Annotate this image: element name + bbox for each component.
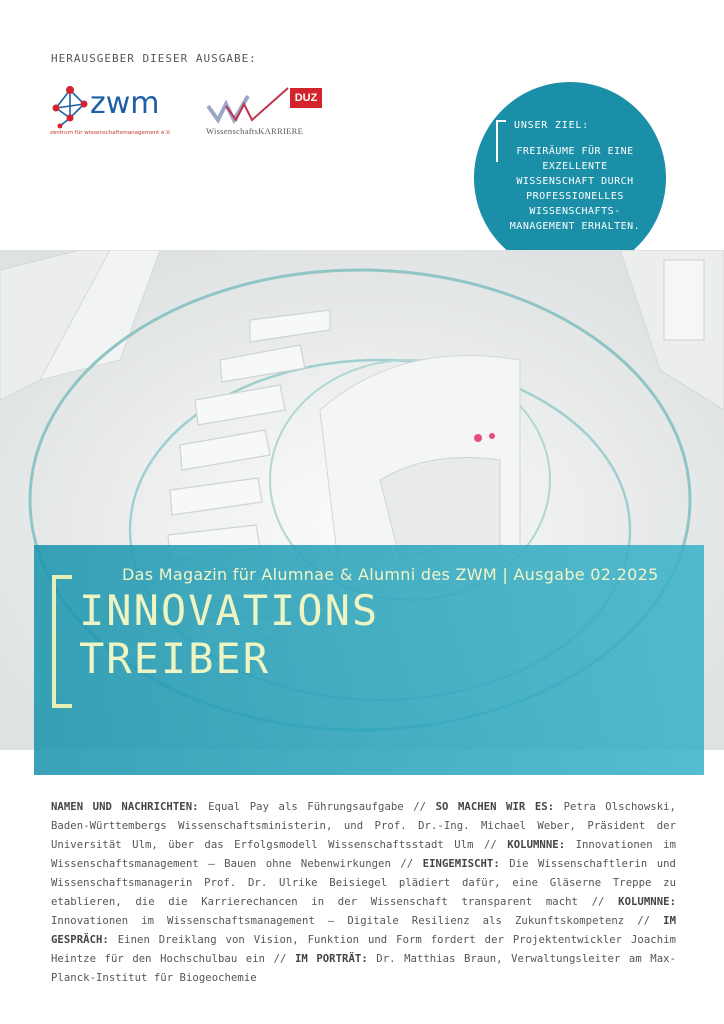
contents-section-text: Innovationen im Wissenschaftsmanagement – Digitale Resilienz als Zukunftskompetenz // — [51, 915, 664, 927]
contents-section-text: Equal Pay als Führungsaufgabe // — [198, 801, 436, 813]
contents-section-label: IM PORTRÄT: — [294, 953, 368, 965]
contents-section-label: KOLUMNNE: — [507, 839, 566, 851]
duz-wordmark: WissenschaftsKARRIERE — [206, 126, 304, 136]
contents-section-label: IM GESPRÄCH: — [51, 915, 676, 946]
title-line-2: TREIBER — [79, 634, 271, 683]
network-icon — [50, 84, 90, 130]
masthead-bracket — [52, 575, 72, 708]
contents-section-label: KOLUMNNE: — [618, 896, 676, 908]
goal-text: FREIRÄUME FÜR EINE EXZELLENTE WISSENSCHAFT DURCH PROFESSIONELLES WISSENSCHAFTS-MANAGEMENT ERHALTEN. — [509, 146, 641, 232]
magazine-subtitle: Das Magazin für Alumnae & Alumni des ZWM | Ausgabe 02.2025 — [122, 565, 659, 584]
goal-title: UNSER ZIEL: — [514, 120, 590, 131]
zwm-logo — [50, 84, 180, 144]
contents-section-text: Einen Dreiklang von Vision, Funktion und Form fordert der Projektentwickler Joachim Heintze für den Hochschulbau ein // — [51, 934, 676, 965]
publisher-label: HERAUSGEBER DIESER AUSGABE: — [51, 52, 257, 65]
duz-swoosh-icon — [204, 86, 294, 126]
duz-badge: DUZ — [290, 88, 322, 108]
goal-circle — [474, 82, 666, 274]
contents-section-text: Dr. Matthias Braun, Verwaltungsleiter am Max-Planck-Institut für Biogeochemie — [51, 953, 676, 984]
zwm-subtitle: zentrum für wissenschaftsmanagement e.V. — [50, 130, 171, 136]
contents-section-text: Petra Olschowski, Baden-Württembergs Wissenschaftsministerin, und Prof. Dr.-Ing. Michael Weber, Präsident der Universität Ulm, über das Erfolgsmodell Wissenschaftsstadt Ulm // — [51, 801, 676, 851]
magazine-title — [79, 587, 379, 683]
duz-logo — [204, 86, 329, 140]
masthead-band — [34, 545, 704, 775]
contents-section-label: EINGEMISCHT: — [422, 858, 500, 870]
contents-section-label: NAMEN UND NACHRICHTEN: — [51, 801, 199, 813]
title-line-1: INNOVATIONS — [79, 586, 380, 635]
contents-section-text: Innovationen im Wissenschaftsmanagement – Bauen ohne Nebenwirkungen // — [51, 839, 676, 870]
zwm-wordmark: zwm — [90, 86, 160, 121]
contents-teaser — [51, 798, 676, 988]
contents-section-text: Die Wissenschaftlerin und Wissenschaftsmanagerin Prof. Dr. Ulrike Beisiegel plädiert dafür, eine Gläserne Treppe zu etablieren, die die Karrierechancen in der Wissenschaft transparent macht // — [51, 858, 676, 908]
contents-section-label: SO MACHEN WIR ES: — [435, 801, 555, 813]
